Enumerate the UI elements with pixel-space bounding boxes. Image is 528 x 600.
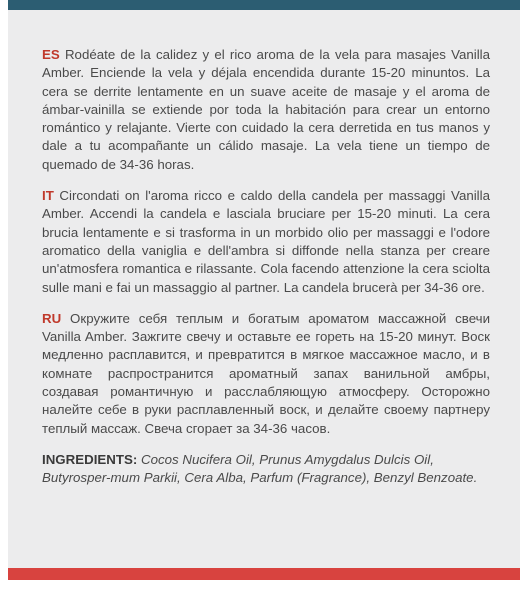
section-it [42,187,490,297]
section-it-text: Circondati on l'aroma ricco e caldo della candela per massaggi Vanilla Amber. Accendi la candela e lasciala bruciare per 15-20 minuti. La cera brucia lentamente e si trasforma in un morbido olio per massaggi e l'odore aromatico della vaniglia e dell'ambra si diffonde nella stanza per creare un'atmosfera romantica e rilassante. Cola facendo attenzione la cera sciolta sulle mani e fai un massaggio al partner. La candela brucerà per 34-36 ore. [42,188,490,295]
section-ru [42,310,490,438]
lang-code-it: IT [42,188,54,204]
top-accent-bar [8,0,520,10]
bottom-accent-bar [8,568,520,580]
ingredients [42,451,490,488]
section-ru-text: Окружите себя теплым и богатым ароматом массажной свечи Vanilla Amber. Зажгите свечу и оставьте ее гореть на 15-20 минут. Воск медленно расплавится, и превратится в мягкое массажное масло, и в комнате распространится ароматный запах ванильной амбры, создавая романтичную и расслабляющую атмосферу. Осторожно налейте себе в руки расплавленный воск, и делайте своему партнеру теплый массаж. Свеча сгорает за 34-36 часов. [42,310,490,436]
ingredients-label: INGREDIENTS: [42,451,138,467]
section-es [42,46,490,174]
ingredients-text: Cocos Nucifera Oil, Prunus Amygdalus Dulcis Oil, Butyrosper-mum Parkii, Cera Alba, Parfum (Fragrance), Benzyl Benzoate. [42,451,478,486]
lang-code-ru: RU [42,310,62,326]
section-es-text: Rodéate de la calidez y el rico aroma de la vela para masajes Vanilla Amber. Enciende la vela y déjala encendida durante 15-20 minuntos. La cera se derrite lentamente en un suave aceite de masaje y el aroma de ámbar-vainilla se extiende por toda la habitación para crear un entorno romántico y relajante. Vierte con cuidado la cera derretida en tus manos y dale a tu acompañante un cálido masaje. La vela tiene un tiempo de quemado de 34-36 horas. [42,47,490,172]
lang-code-es: ES [42,47,60,62]
label-content [42,46,490,501]
